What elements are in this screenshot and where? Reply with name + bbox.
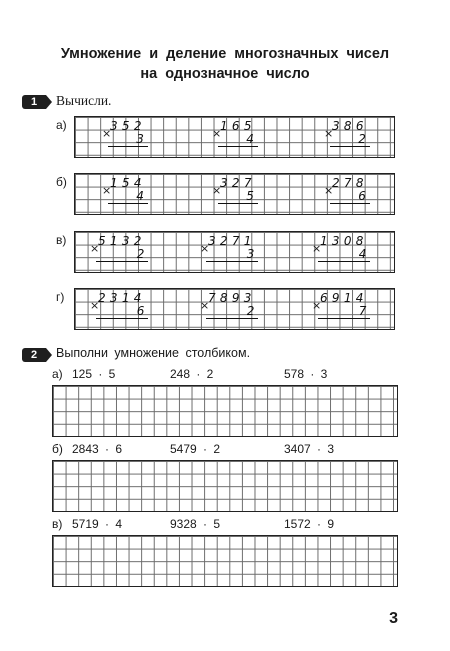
multiplication-expression: 3407 · 3 [284,442,335,456]
answer-grid[interactable] [52,385,398,437]
multiplication-expression: 248 · 2 [170,367,214,381]
multiply-sign: × [312,299,322,312]
multiply-sign: × [324,184,334,197]
multiplicand: 7893 [208,291,256,305]
title-line-2: на однозначное число [140,66,310,82]
multiplier: 6 [136,304,149,318]
multiplicand: 154 [110,176,146,190]
result-line [318,318,370,319]
multiplier: 4 [358,247,371,261]
result-line [96,318,148,319]
task-instruction: Выполни умножение столбиком. [56,346,251,360]
multiply-sign: × [200,299,210,312]
result-line [330,146,370,147]
task-instruction: Вычисли. [56,93,112,108]
multiplicand: 3271 [208,234,256,248]
multiplicand: 386 [332,119,368,133]
multiplication-expression: 5719 · 4 [72,517,123,531]
answer-grid[interactable] [52,460,398,512]
row-label: в) [52,517,63,531]
multiplier: 4 [136,189,149,203]
result-line [318,261,370,262]
result-line [330,203,370,204]
multiplier: 4 [246,132,259,146]
multiplier: 7 [358,304,371,318]
row-label: в) [56,233,67,247]
multiplication-expression: 1572 · 9 [284,517,335,531]
multiplication-expression: 5479 · 2 [170,442,221,456]
result-line [108,203,148,204]
multiplicand: 352 [110,119,146,133]
multiply-sign: × [212,127,222,140]
multiplier: 3 [136,132,149,146]
task-number-badge: 1 [22,95,46,109]
row-label: б) [52,442,63,456]
result-line [206,318,258,319]
result-line [96,261,148,262]
multiplicand: 1308 [320,234,368,248]
multiplication-expression: 125 · 5 [72,367,116,381]
title-line-1: Умножение и деление многозначных чисел [60,46,390,62]
multiplication-expression: 578 · 3 [284,367,328,381]
multiply-sign: × [212,184,222,197]
multiply-sign: × [90,242,100,255]
result-line [108,146,148,147]
task-number-badge: 2 [22,348,46,362]
multiplier: 2 [358,132,371,146]
multiplier: 2 [246,304,259,318]
result-line [206,261,258,262]
page-number: 3 [389,610,398,627]
answer-grid[interactable] [52,535,398,587]
multiply-sign: × [102,184,112,197]
multiplier: 6 [358,189,371,203]
multiplicand: 278 [332,176,368,190]
row-label: г) [56,290,65,304]
multiply-sign: × [90,299,100,312]
multiplicand: 6914 [320,291,368,305]
multiplicand: 165 [220,119,256,133]
multiplication-expression: 9328 · 5 [170,517,221,531]
multiplier: 3 [246,247,259,261]
row-label: а) [52,367,63,381]
multiply-sign: × [312,242,322,255]
page-title [20,44,430,84]
multiply-sign: × [102,127,112,140]
multiplicand: 5132 [98,234,146,248]
row-label: а) [56,118,67,132]
result-line [218,203,258,204]
multiplier: 2 [136,247,149,261]
multiplicand: 327 [220,176,256,190]
row-label: б) [56,175,67,189]
multiplier: 5 [246,189,259,203]
result-line [218,146,258,147]
multiplication-expression: 2843 · 6 [72,442,123,456]
multiply-sign: × [324,127,334,140]
multiply-sign: × [200,242,210,255]
multiplicand: 2314 [98,291,146,305]
